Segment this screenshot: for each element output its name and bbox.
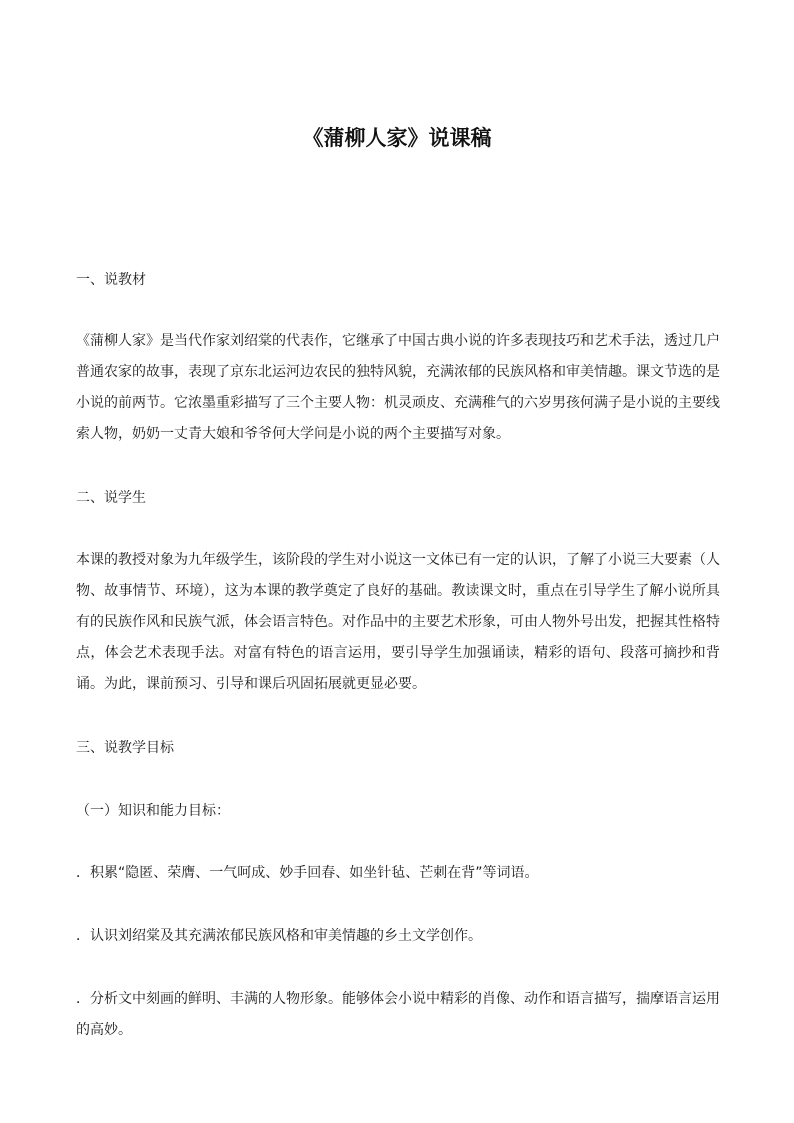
paragraph-students: 本课的教授对象为九年级学生，该阶段的学生对小说这一文体已有一定的认识，了解了小说三大要素（人物、故事情节、环境），这为本课的教学奠定了良好的基础。教读课文时，重点在引导学生了解小说所具有的民族作风和民族气派，体会语言特色。对作品中的主要艺术形象，可由人物外号出发，把握其性格特点，体会艺术表现手法。对富有特色的语言运用，要引导学生加强诵读，精彩的语句、段落可摘抄和背诵。为此，课前预习、引导和课后巩固拓展就更显必要。 [76,552,720,692]
section-heading-goals: 三、说教学目标 [76,740,174,756]
goal-item-text: ．认识刘绍棠及其充满浓郁民族风格和审美情趣的乡土文学创作。 [76,928,482,944]
section-materials-body [76,326,720,450]
paragraph-materials: 《蒲柳人家》是当代作家刘绍棠的代表作，它继承了中国古典小说的许多表现技巧和艺术手法，透过几户普通农家的故事，表现了京东北运河边农民的独特风貌，充满浓郁的民族风格和审美情趣。课文节选的是小说的前两节。它浓墨重彩描写了三个主要人物：机灵顽皮、充满稚气的六岁男孩何满子是小说的主要线索人物，奶奶一丈青大娘和爷爷何大学问是小说的两个主要描写对象。 [76,333,720,442]
goal-item [76,858,720,889]
document-title: 《蒲柳人家》说课稿 [302,125,492,150]
section-students-body [76,545,720,700]
section-heading-students: 二、说学生 [76,490,146,506]
goal-item [76,984,720,1046]
goals-subheading-knowledge: （一）知识和能力目标： [76,803,230,819]
goal-item-text: ．分析文中刻画的鲜明、丰满的人物形象。能够体会小说中精彩的肖像、动作和语言描写，揣摩语言运用的高妙。 [76,991,720,1038]
goal-item [76,921,720,952]
section-heading-materials: 一、说教材 [76,272,146,288]
goal-item-text: ．积累“隐匿、荣膺、一气呵成、妙手回春、如坐针毡、芒刺在背”等词语。 [76,865,539,881]
